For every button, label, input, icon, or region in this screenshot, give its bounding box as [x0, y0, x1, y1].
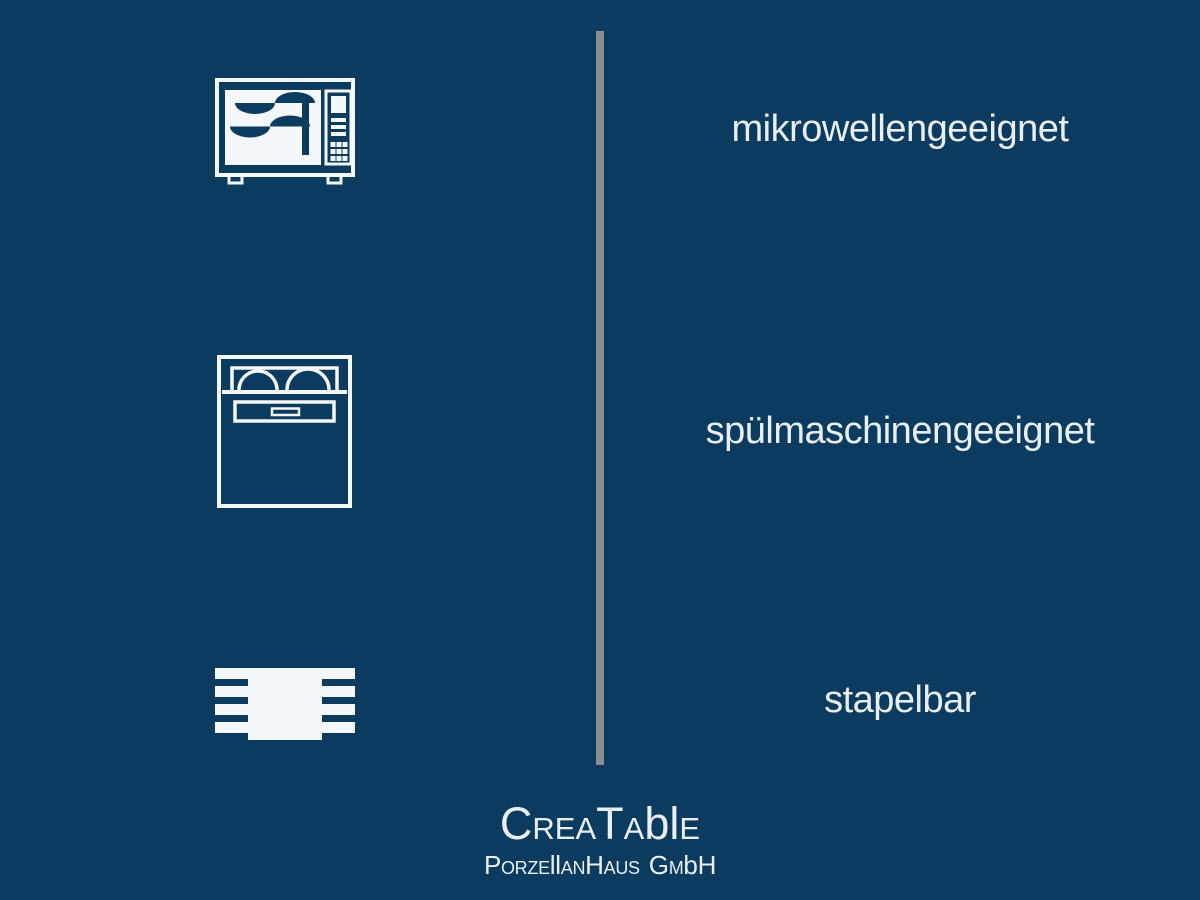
vertical-divider: [596, 31, 604, 765]
dishwasher-icon: [217, 355, 352, 508]
feature-label-dishwasher-safe: spülmaschinengeeignet: [705, 410, 1095, 452]
feature-label-stackable: stapelbar: [824, 679, 976, 721]
brand-logo: [0, 798, 1200, 882]
feature-label-microwave-safe: mikrowellengeeignet: [731, 108, 1069, 150]
logo-line-creatable: CREATAblE: [499, 798, 701, 849]
microwave-icon: [215, 78, 355, 186]
stacked-plates-icon: [215, 668, 355, 740]
logo-line-porzellanhaus: PORZEllANHAUS GMbH: [483, 850, 717, 880]
